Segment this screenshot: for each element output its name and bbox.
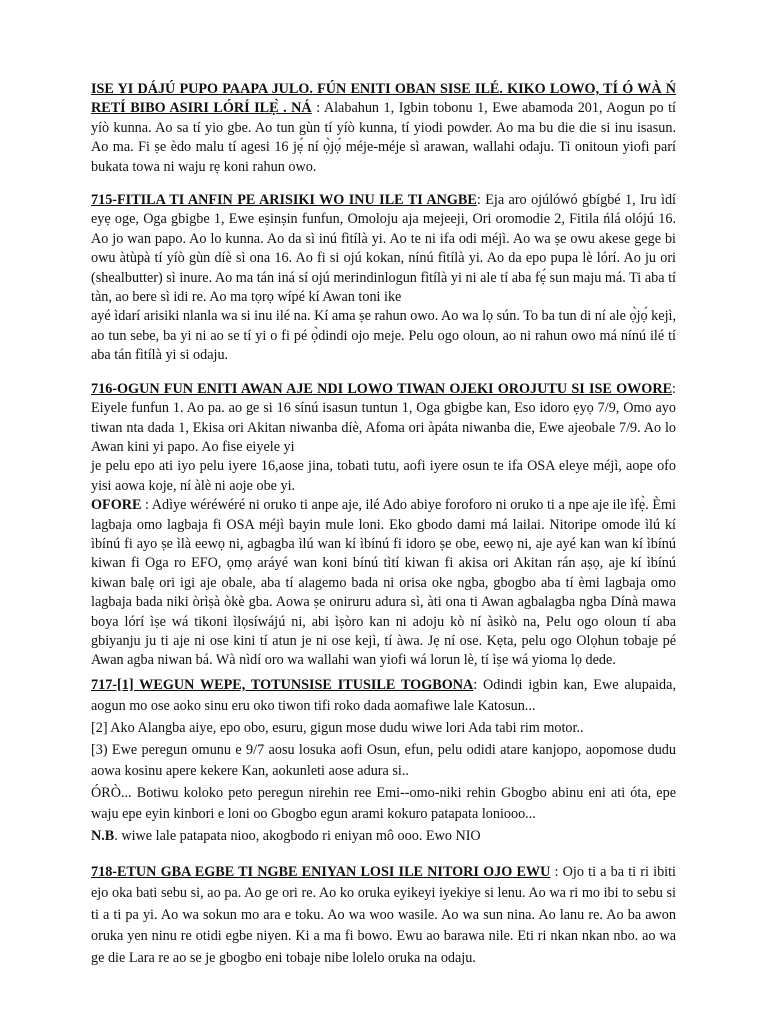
ofore-label: OFORE bbox=[91, 497, 142, 514]
section-717-item-3: [3) Ewe peregun omunu e 9/7 aosu losuka aofi Osun, efun, pelu odidi atare kanjopo, aopomose dudu aowa kosinu apere kekere Kan, aokunleti aose adura si.. bbox=[91, 741, 676, 780]
section-718-heading: 718-ETUN GBA EGBE TI NGBE ENIYAN LOSI ILE NITORI OJO EWU bbox=[91, 863, 551, 880]
section-715 bbox=[91, 191, 676, 307]
section-716-heading: 716-OGUN FUN ENITI AWAN AJE NDI LOWO TIWAN OJEKI OROJUTU SI ISE OWORE bbox=[91, 380, 673, 397]
ofore-body: : Adìye wéréwéré ni oruko ti anpe aje, ilé Ado abiye foroforo ni oruko ti a npe aje ile ìfẹ̀. Èmi lagbaja omo lagbaja fi OSA méjì bayin mule loni. Eko gbodo dami má lailai. Nitoripe omode ìlú kí ìbínú fi ayo ṣe ìlà eewọ ni, agbagba ìlú wan kí ìbínú fi idoro ṣe obe, eewọ ni, aje ayé kan wan kí ìbínú kiwan fi Oga ro EFO, ọmọ aráyé wan koni bínú tìtí kiwan fi akisa ori Akitan rán aṣọ, aje kí ìbínú kiwan balẹ ori igi aje obale, aba tí alagemo bada ni orisa oke ngba, gbogbo aba tí èmi lagbaja omo lagbaja bada niki òrìṣà òkè gba. Aowa ṣe oniruru adura sì, àti ona ti Awan agbalagba ngba Dínà mawa boya lórí ìṣe wá tikoni ìlọsíwájú ni, abi ìṣòro kan ni adoju kò ní àsìkò na, Pelu ogo oloun tí aba gbiyanju ju ti aje ni ose kini tí atun je ni ose kejì, tí àwa. Jẹ ní ose. Kẹta, pelu ogo Olọhun tobaje pé Awan agba niwan bá. Wà nìdí oro wa wallahi wan yiofi wá lorun lè, tí ìṣe wá yioma lọ dede. bbox=[91, 497, 676, 669]
section-717-item-2: [2] Ako Alangba aiye, epo obo, esuru, gigun mose dudu wiwe lori Ada tabi rim motor.. bbox=[91, 719, 584, 736]
section-715-continued: ayé ìdarí arisiki nlanla wa si inu ilé na. Kí ama ṣe rahun owo. Ao wa lọ sún. To ba tun di ní ale ọ̀jọ́ kejì, ao tun sebe, ba yi ni ao se tí yi o fi pé ọ̀dindi ojo meje. Pelu ogo oloun, ao ni rahun owo má nínú ilé tí aba tán fìtílà yi si odaju. bbox=[91, 308, 676, 364]
section-718-body: : Ojo ti a ba ti ri ibiti ejo oka bati sebu si, ao pa. Ao ge ori re. Ao ko oruka eyikeyi iyekiye si lenu. Ao wa ri mo ibi to sebu si ti a ti pa yi. Ao wa sokun mo ara e toku. Ao wa woo wasile. Ao wa sun nina. Ao lanu re. Ao ba awon oruka yen ninu re otidi egbe niyen. Ki a ma fi bowo. Ewu ao barawa nile. Eti ri nkan nkan nbo. ao wa ge die Lara re ao se je gbogbo eni tobaje nibe lolelo oruka na odaju. bbox=[91, 863, 676, 966]
section-intro-body: : Alabahun 1, Igbin tobonu 1, Ewe abamoda 201, Aogun po tí yíò kunna. Ao sa tí yio gbe. Ao tun gùn tí yíò kunna, tí yiodi powder. Ao ma bu die die si inu isasun. Ao ma. Fi ṣe èdo malu tí agesi 16 jẹ́ ní ọ̀jọ́ méje-méje sì arawan, wallahi odaju. Ti onitoun yiofi parí bukata towa ni waju rẹ koni rahun owo. bbox=[91, 100, 676, 175]
section-716 bbox=[91, 380, 676, 458]
document-page bbox=[91, 80, 676, 970]
section-715-body: : Eja aro ojúlówó gbígbé 1, Iru ìdí eyẹ oge, Oga gbigbe 1, Ewe eṣinṣin funfun, Omoloju aja mejeeji, Ori oromodie 2, Fitila ńlá olójú 16. Ao jo wan papo. Ao lo kunna. Ao da sì inú fìtílà yi. Ao te ni ifa odi méjì. Ao wa ṣe owu akese gege bi owu àtùpà tí yíò gùn díè sì ona 16. Ao fi si ojú kokan, nínú fìtílà yi. Ao da epo pupa lè lórí. Ao ju ori (shealbutter) sì inure. Ao ma tán iná sí ojú merindinlogun fìtílà yi ni ale tí aba fẹ́ sun maju má. Ti aba tí tàn, ao bere sì idi re. Ao ma tọrọ wípé kí Awan toni ike bbox=[91, 192, 676, 306]
section-717-body: : Odindi igbin kan, Ewe alupaida, aogun mo ose aoko sinu eru oko tiwon tifi roko dada aomafiwe lale Katosun... bbox=[91, 676, 676, 715]
nb-label: N.B bbox=[91, 827, 115, 844]
section-716-body: : Eiyele funfun 1. Ao pa. ao ge si 16 sínú isasun tuntun 1, Oga gbigbe kan, Eso idoro ẹyọ 7/9, Omo ayo tiwan nta dada 1, Ekisa ori Akitan niwanba díè, Afoma ori àpáta niwanba die, Ewe ajeobale 7/9. Ao lo Awan kini yi papo. Ao fise eiyele yi bbox=[91, 380, 676, 455]
section-intro bbox=[91, 80, 676, 177]
section-715-heading: 715-FITILA TI ANFIN PE ARISIKI WO INU ILE TI ANGBE bbox=[91, 192, 477, 209]
section-717 bbox=[91, 675, 676, 718]
section-716-ofore bbox=[91, 496, 676, 671]
section-717-heading: 717-[1] WEGUN WEPE, TOTUNSISE ITUSILE TOGBONA bbox=[91, 676, 474, 693]
section-716-continued: je pelu epo ati iyo pelu iyere 16,aose jina, tobati tutu, aofi iyere osun te ifa OSA eleye méjì, aope ofo yisi aowa koje, ní àlè ni aoje obe yi. bbox=[91, 458, 676, 494]
section-718 bbox=[91, 862, 676, 970]
section-717-oro: ÓRÒ... Botiwu koloko peto peregun nirehin ree Emi--omo-niki rehin Gbogbo abinu eni ati óta, epe waju epe eyin kinbori e loni oo Gbogbo egun arami kokuro patapata loniooo... bbox=[91, 784, 676, 823]
nb-body: . wiwe lale patapata nioo, akogbodo ri eniyan mô ooo. Ewo NIO bbox=[114, 827, 481, 844]
section-intro-heading: ISE YI DÁJÚ PUPO PAAPA JULO. FÚN ENITI OBAN SISE ILÉ. KIKO LOWO, TÍ Ó WÀ Ń RETÍ BIBO ASIRI LÓRÍ ILẸ̀ . NÁ bbox=[91, 81, 676, 117]
section-717-nb bbox=[91, 826, 676, 848]
